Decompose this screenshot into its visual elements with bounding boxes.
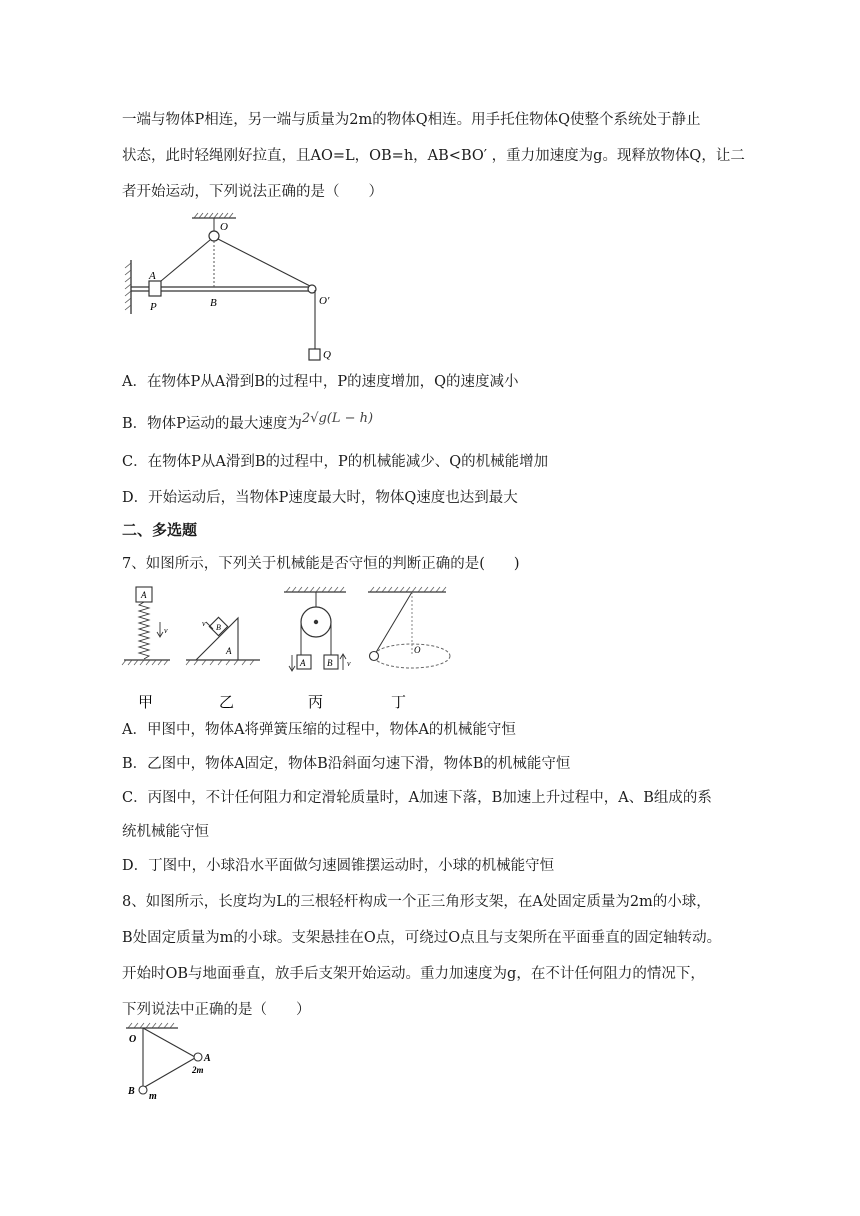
label-a-mass: 2m xyxy=(192,1065,204,1075)
q6-intro-line-3: 者开始运动，下列说法正确的是（ ） xyxy=(122,184,383,200)
q6-intro-line-1: 一端与物体P相连，另一端与质量为2m的物体Q相连。用手托住物体Q使整个系统处于静止 xyxy=(122,112,701,128)
bing-label-b: B xyxy=(327,658,333,668)
section-title-multiple-choice: 二、多选题 xyxy=(122,521,198,539)
yi-label-a: A xyxy=(226,646,232,656)
q7-option-a: A．甲图中，物体A将弹簧压缩的过程中，物体A的机械能守恒 xyxy=(122,722,516,738)
label-q: Q xyxy=(323,349,331,361)
label-b: B xyxy=(210,297,217,309)
q8-stem-line-3: 开始时OB与地面垂直，放手后支架开始运动。重力加速度为g，在不计任何阻力的情况下， xyxy=(122,966,705,982)
q7-option-b: B．乙图中，物体A固定，物体B沿斜面匀速下滑，物体B的机械能守恒 xyxy=(122,756,571,772)
q6-intro-line-2: 状态，此时轻绳刚好拉直，且AO=L，OB=h，AB<BO′ ，重力加速度为g。现释放物体Q，让二 xyxy=(122,148,745,164)
q6-option-a: A．在物体P从A滑到B的过程中，P的速度增加，Q的速度减小 xyxy=(122,374,519,390)
q7-stem: 7、如图所示，下列关于机械能是否守恒的判断正确的是( ) xyxy=(122,556,520,572)
yi-label-v: v xyxy=(202,619,206,628)
label-o: O xyxy=(220,221,228,233)
q6-option-c: C．在物体P从A滑到B的过程中，P的机械能减少、Q的机械能增加 xyxy=(122,454,549,470)
label-o: O xyxy=(129,1034,137,1045)
label-b-mass: m xyxy=(149,1091,157,1102)
q8-stem-line-1: 8、如图所示，长度均为L的三根轻杆构成一个正三角形支架，在A处固定质量为2m的小球， xyxy=(122,894,711,910)
caption-ding: 丁 xyxy=(391,695,407,711)
q7-option-d: D．丁图中，小球沿水平面做匀速圆锥摆运动时，小球的机械能守恒 xyxy=(122,858,555,874)
block-q xyxy=(309,349,320,360)
q8-stem-line-4: 下列说法中正确的是（ ） xyxy=(122,1002,311,1018)
label-o-prime: O′ xyxy=(319,295,330,307)
label-b: B xyxy=(128,1086,135,1097)
yi-label-b: B xyxy=(216,623,221,632)
q6-option-b-formula: 2√g(L − h) xyxy=(301,411,374,426)
pulley-o-circle xyxy=(209,231,219,241)
block-p xyxy=(149,281,161,296)
q6-pulley-figure xyxy=(120,210,350,365)
q8-triangle-figure xyxy=(122,1022,232,1104)
q6-option-b-text: B．物体P运动的最大速度为 xyxy=(122,416,302,432)
q7-figures xyxy=(120,584,460,712)
label-a: A xyxy=(149,270,156,282)
q6-option-b xyxy=(122,411,374,435)
bing-label-a: A xyxy=(300,658,306,668)
ball-a xyxy=(194,1053,202,1061)
caption-jia: 甲 xyxy=(138,695,154,711)
ball-b xyxy=(139,1086,147,1094)
caption-bing: 丙 xyxy=(308,695,324,711)
jia-label-a: A xyxy=(141,590,147,600)
caption-yi: 乙 xyxy=(219,695,235,711)
q7-option-c-line-1: C．丙图中，不计任何阻力和定滑轮质量时，A加速下落，B加速上升过程中，A、B组成的系 xyxy=(122,790,712,806)
ding-label-o: O xyxy=(414,645,421,655)
label-p: P xyxy=(150,301,157,313)
jia-label-v: v xyxy=(164,626,168,635)
q6-option-d: D．开始运动后，当物体P速度最大时，物体Q速度也达到最大 xyxy=(122,490,518,506)
q8-stem-line-2: B处固定质量为m的小球。支架悬挂在O点，可绕过O点且与支架所在平面垂直的固定轴转动。 xyxy=(122,930,722,946)
label-a: A xyxy=(204,1053,211,1064)
bing-label-v: v xyxy=(347,659,351,668)
q7-option-c-line-2: 统机械能守恒 xyxy=(122,824,209,840)
